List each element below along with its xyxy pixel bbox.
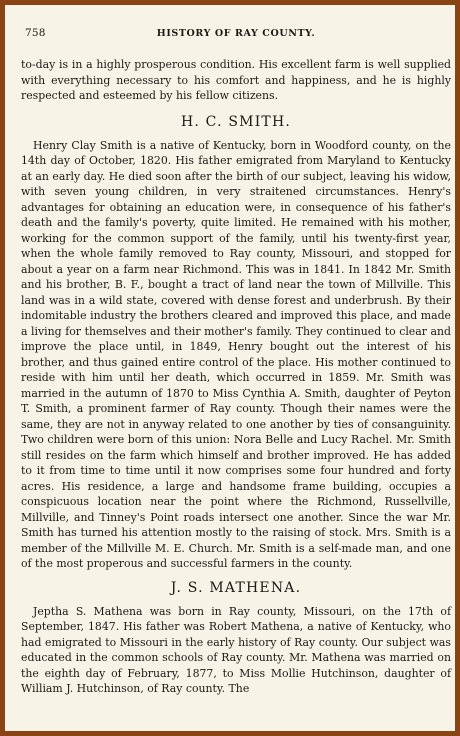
running-title: HISTORY OF RAY COUNTY. <box>156 28 316 39</box>
book-page <box>21 25 451 697</box>
section-heading-smith: H. C. SMITH. <box>180 113 292 130</box>
running-header <box>21 25 451 43</box>
section-paragraph-smith: Henry Clay Smith is a native of Kentucky, born in Woodford county, on the 14th day of October, 1820. His father emigrated from Maryland to Kentucky at an early day. He died soon after the birth of our subject, leaving his widow, with seven young children, in very straitened circumstances. Henry's advantages for obtaining an education were, in consequence of his father's death and the family's poverty, quite limited. He remained with his mother, working for the common support of the family, until his twenty-first year, when the whole family removed to Ray county, Missouri, and stopped for about a year on a farm near Richmond. This was in 1841. In 1842 Mr. Smith and his brother, B. F., bought a tract of land near the town of Millville. This land was in a wild state, covered with dense forest and underbrush. By their indomitable industry the brothers cleared and improved this place, and made a living for themselves and their mother's family. They continued to clear and improve the place until, in 1849, Henry bought out the interest of his brother, and thus gained entire control of the place. His mother continued to reside with him until her death, which occurred in 1859. Mr. Smith was married in the autumn of 1870 to Miss Cynthia A. Smith, daughter of Peyton T. Smith, a prominent farmer of Ray county. Though their names were the same, they are not in anyway related to one another by ties of consanguinity. Two children were born of this union: Nora Belle and Lucy Rachel. Mr. Smith still resides on the farm which himself and brother improved. He has added to it from time to time until it now comprises some four hundred and forty acres. His residence, a large and handsome frame building, occupies a conspicuous location near the point where the Richmond, Russellville, Millville, and Tinney's Point roads intersect one another. Since the war Mr. Smith has turned his attention mostly to the raising of stock. Mrs. Smith is a member of the Millville M. E. Church. Mr. Smith is a self-made man, and one of the most properous and successful farmers in the county. <box>21 138 451 570</box>
page-number: 758 <box>25 27 46 39</box>
intro-paragraph: to-day is in a highly prosperous condition. His excellent farm is well supplied with everything necessary to his comfort and happiness, and he is highly respected and esteemed by his fellow citizens. <box>21 58 451 102</box>
section-paragraph-mathena: Jeptha S. Mathena was born in Ray county, Missouri, on the 17th of September, 1847. His father was Robert Mathena, a native of Kentucky, who had emigrated to Missouri in the early history of Ray county. Our subject was educated in the common schools of Ray county. Mr. Mathena was married on the eighth day of February, 1877, to Miss Mollie Hutchinson, daughter of William J. Hutchinson, of Ray county. The <box>21 604 451 695</box>
section-heading-mathena: J. S. MATHENA. <box>170 579 302 596</box>
